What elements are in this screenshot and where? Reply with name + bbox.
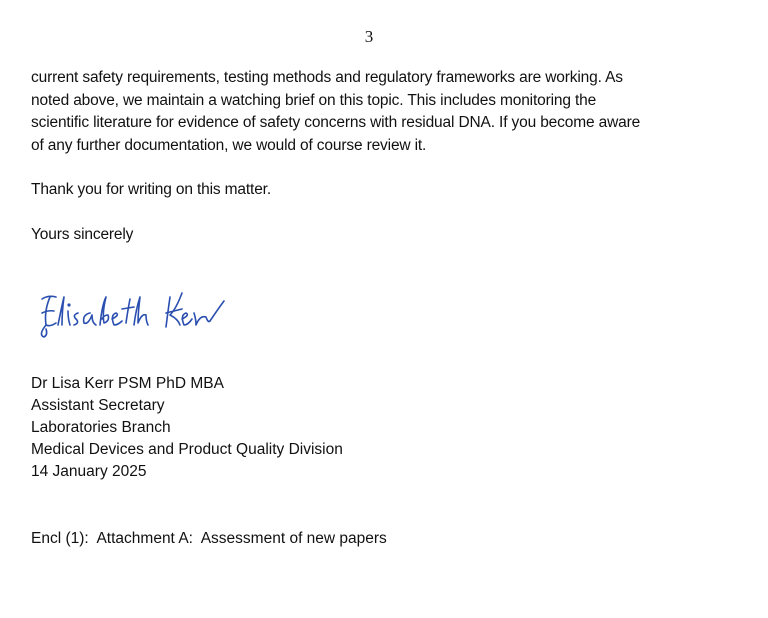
thanks-line: Thank you for writing on this matter. — [31, 181, 271, 198]
handwritten-signature — [30, 285, 230, 345]
signatory-name: Dr Lisa Kerr PSM PhD MBA — [31, 375, 224, 392]
signatory-block — [31, 373, 343, 483]
enclosure-line: Encl (1): Attachment A: Assessment of new papers — [31, 530, 387, 547]
paragraph-line: current safety requirements, testing methods and regulatory frameworks are working. As — [31, 69, 623, 86]
signatory-title: Assistant Secretary — [31, 397, 165, 414]
signatory-division: Medical Devices and Product Quality Division — [31, 441, 343, 458]
paragraph-line: scientific literature for evidence of safety concerns with residual DNA. If you become aware — [31, 114, 641, 131]
signature-icon — [30, 285, 230, 345]
closing-salutation: Yours sincerely — [31, 226, 134, 243]
letter-date: 14 January 2025 — [31, 463, 147, 480]
signatory-branch: Laboratories Branch — [31, 419, 171, 436]
body-paragraph — [31, 67, 731, 157]
paragraph-line: of any further documentation, we would of course review it. — [31, 136, 427, 154]
paragraph-line: noted above, we maintain a watching brief on this topic. This includes monitoring the — [31, 91, 597, 109]
page-number: 3 — [364, 27, 374, 46]
